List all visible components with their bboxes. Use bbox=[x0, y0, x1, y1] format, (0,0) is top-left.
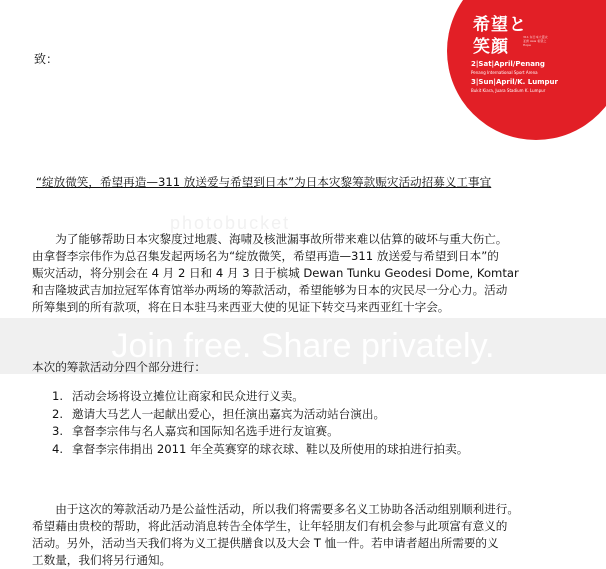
activity-list bbox=[52, 388, 468, 458]
document-title: “绽放微笑，希望再造—311 放送爱与希望到日本”为日本灾黎筹款赈灾活动招募义工事宜 bbox=[36, 175, 492, 189]
list-item-text: 拿督李宗伟捐出 2011 年全英赛穿的球衣球、鞋以及所使用的球拍进行拍卖。 bbox=[72, 441, 469, 456]
paragraph-line: 工数量，我们将另行通知。 bbox=[32, 553, 172, 567]
list-item bbox=[52, 423, 468, 441]
paragraph-line: 希望藉由贵校的帮助，将此活动消息转告全体学生，让年轻朋友们有机会参与此项富有意义的 bbox=[32, 519, 508, 533]
logo-event1-venue: Penang International Sport Arena bbox=[471, 70, 538, 75]
list-item-text: 邀请大马艺人一起献出爱心，担任演出嘉宾为活动站台演出。 bbox=[72, 406, 386, 421]
paragraph-intro bbox=[32, 231, 519, 316]
salutation: 致： bbox=[34, 52, 59, 66]
list-item bbox=[52, 441, 468, 459]
paragraph-line: 由于这次的筹款活动乃是公益性活动，所以我们将需要多名义工协助各活动组别顺利进行。 bbox=[32, 502, 519, 516]
logo-title-line2: 笑顔 bbox=[473, 37, 509, 57]
list-item-text: 活动会场将设立摊位让商家和民众进行义卖。 bbox=[72, 389, 304, 403]
paragraph-line: 和吉隆坡武吉加拉冠军体育馆举办两场的筹款活动，希望能够为日本的灾民尽一分心力。活动 bbox=[32, 283, 508, 297]
logo-event1-date: 2|Sat|April/Penang bbox=[471, 60, 545, 68]
list-intro: 本次的筹款活动分四个部分进行： bbox=[32, 360, 206, 374]
event-logo bbox=[447, 0, 606, 140]
list-item bbox=[52, 406, 468, 424]
paragraph-line: 为了能够帮助日本灾黎度过地震、海啸及核泄漏事故所带来难以估算的破坏与重大伤亡。 bbox=[32, 232, 508, 246]
list-item-number: 3. bbox=[52, 424, 64, 438]
logo-title-line1: 希望と bbox=[473, 15, 527, 35]
logo-small-text: 311 东日本大震灾 亚洲 Asia 希望之 Hope bbox=[523, 35, 548, 47]
list-item bbox=[52, 388, 468, 406]
list-item-number: 4. bbox=[52, 441, 64, 456]
logo-event2-venue: Bukit Kiara, Juara Stadium K. Lumpur bbox=[471, 88, 546, 93]
watermark-banner: Join free. Share privately. bbox=[0, 318, 606, 374]
list-item-number: 2. bbox=[52, 406, 64, 421]
logo-event2-date: 3|Sun|April/K. Lumpur bbox=[471, 78, 558, 86]
paragraph-line: 所筹集到的所有款项，将在日本驻马来西亚大使的见证下转交马来西亚红十字会。 bbox=[32, 300, 450, 314]
list-item-number: 1. bbox=[52, 389, 64, 403]
paragraph-line: 由拿督李宗伟作为总召集发起两场名为“绽放微笑，希望再造—311 放送爱与希望到日本”的 bbox=[32, 249, 499, 263]
faint-watermark: photobucket bbox=[170, 213, 291, 233]
paragraph-line: 赈灾活动，将分别会在 4 月 2 日和 4 月 3 日于槟城 Dewan Tunku Geodesi Dome, Komtar bbox=[32, 266, 519, 280]
paragraph-line: 活动。另外，活动当天我们将为义工提供膳食以及大会 T 恤一件。若申请者超出所需要的义 bbox=[32, 536, 499, 550]
list-item-text: 拿督李宗伟与名人嘉宾和国际知名选手进行友谊赛。 bbox=[72, 424, 339, 438]
paragraph-volunteer bbox=[32, 501, 519, 569]
